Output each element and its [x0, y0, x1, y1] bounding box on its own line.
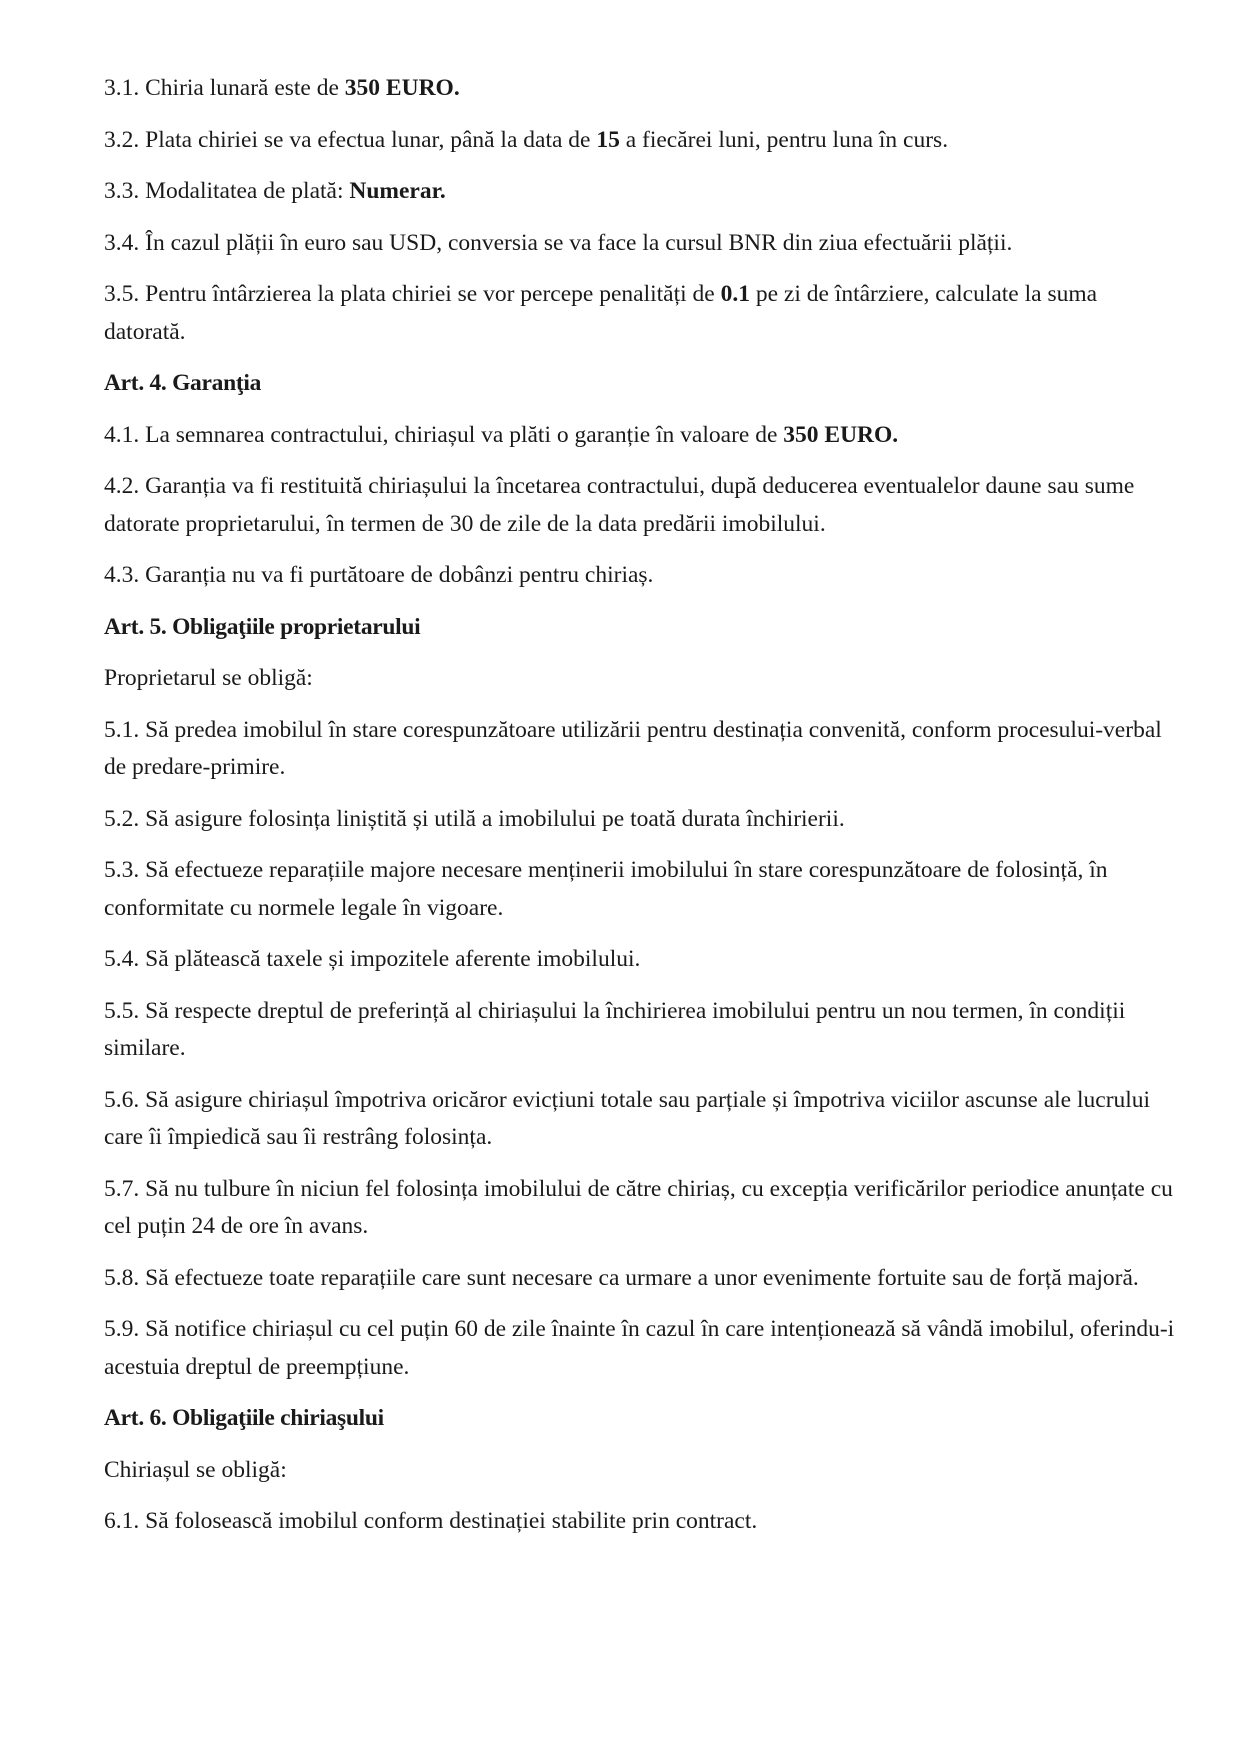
text-segment: 5.4. Să plătească taxele și impozitele aferente imobilului. [104, 946, 641, 972]
clause-p-3-2 [104, 122, 1179, 160]
clause-p-5-4 [104, 941, 1179, 979]
text-segment: 4.1. La semnarea contractului, chiriașul va plăti o garanție în valoare de [104, 421, 784, 448]
clause-p-5-3 [104, 852, 1179, 927]
bold-value: 0.1 [720, 281, 750, 307]
text-segment: 3.4. În cazul plății în euro sau USD, conversia se va face la cursul BNR din ziua efectuării plății. [104, 229, 1013, 256]
clause-p-5-7 [104, 1171, 1179, 1246]
clause-p-3-1 [104, 70, 1179, 108]
clause-p-5-5 [104, 993, 1179, 1068]
clause-p-3-5 [104, 276, 1179, 351]
document-page [104, 70, 1179, 1555]
text-segment: 6.1. Să folosească imobilul conform destinației stabilite prin contract. [104, 1508, 758, 1534]
clause-p-4-2 [104, 468, 1179, 543]
clause-p-5-intro [104, 660, 1179, 698]
section-heading-art-6 [104, 1400, 1179, 1438]
clause-p-5-8 [104, 1260, 1179, 1298]
text-segment: Art. 4. Garanţia [104, 370, 262, 396]
text-segment: 3.2. Plata chiriei se va efectua lunar, până la data de [104, 126, 597, 153]
clause-p-6-1 [104, 1503, 1179, 1541]
text-segment: 5.7. Să nu tulbure în niciun fel folosința imobilului de către chiriaș, cu excepția verificărilor periodice anunțate cu cel puțin 24 de ore în avans. [104, 1175, 1173, 1239]
text-segment: 3.1. Chiria lunară este de [104, 75, 345, 101]
text-segment: 5.2. Să asigure folosința liniștită și utilă a imobilului pe toată durata închirierii. [104, 805, 845, 832]
text-segment: 5.3. Să efectueze reparațiile majore necesare menținerii imobilului în stare corespunzătoare de folosință, în conformitate cu normele legale în vigoare. [104, 857, 1108, 921]
section-heading-art-5 [104, 609, 1179, 647]
clause-p-4-3 [104, 557, 1179, 595]
text-segment: Art. 6. Obligaţiile chiriaşului [104, 1405, 384, 1431]
bold-value: 350 EURO. [783, 421, 899, 448]
text-segment: 5.5. Să respecte dreptul de preferință al chiriașului la închirierea imobilului pentru un nou termen, în condiții similare. [104, 997, 1126, 1061]
text-segment: a fiecărei luni, pentru luna în curs. [619, 126, 949, 153]
text-segment: Chiriașul se obligă: [104, 1456, 287, 1483]
text-segment: 5.1. Să predea imobilul în stare corespunzătoare utilizării pentru destinația convenită, conform procesului-verbal de predare-primire. [104, 716, 1162, 780]
section-heading-art-4 [104, 365, 1179, 403]
text-segment: 5.9. Să notifice chiriașul cu cel puțin 60 de zile înainte în cazul în care intenționează să vândă imobilul, oferindu-i acestuia dreptul de preempțiune. [104, 1316, 1175, 1380]
bold-value: Numerar. [349, 178, 446, 204]
text-segment: Art. 5. Obligaţiile proprietarului [104, 613, 421, 640]
clause-p-5-9 [104, 1311, 1179, 1386]
clause-p-5-6 [104, 1082, 1179, 1157]
clause-p-3-3 [104, 173, 1179, 211]
bold-value: 15 [596, 126, 620, 153]
text-segment: 3.3. Modalitatea de plată: [104, 178, 350, 204]
text-segment: 5.8. Să efectueze toate reparațiile care sunt necesare ca urmare a unor evenimente fortuite sau de forță majoră. [104, 1264, 1139, 1291]
text-segment: 3.5. Pentru întârzierea la plata chiriei se vor percepe penalități de [104, 281, 721, 307]
text-segment: 4.2. Garanția va fi restituită chiriașului la încetarea contractului, după deducerea eventualelor daune sau sume datorate proprietarului, în termen de 30 de zile de la data predării imobilului. [104, 473, 1135, 537]
text-segment: 5.6. Să asigure chiriașul împotriva oricăror evicțiuni totale sau parțiale și împotriva viciilor ascunse ale lucrului care îi împiedică sau îi restrâng folosința. [104, 1086, 1151, 1150]
clause-p-6-intro [104, 1452, 1179, 1490]
text-segment: 4.3. Garanția nu va fi purtătoare de dobânzi pentru chiriaș. [104, 562, 654, 588]
clause-p-5-1 [104, 712, 1179, 787]
clause-p-4-1 [104, 417, 1179, 455]
clause-p-5-2 [104, 801, 1179, 839]
clause-p-3-4 [104, 225, 1179, 263]
bold-value: 350 EURO. [344, 75, 460, 101]
text-segment: pe zi de întârziere, calculate la suma datorată. [104, 281, 1098, 345]
text-segment: Proprietarul se obligă: [104, 665, 313, 691]
